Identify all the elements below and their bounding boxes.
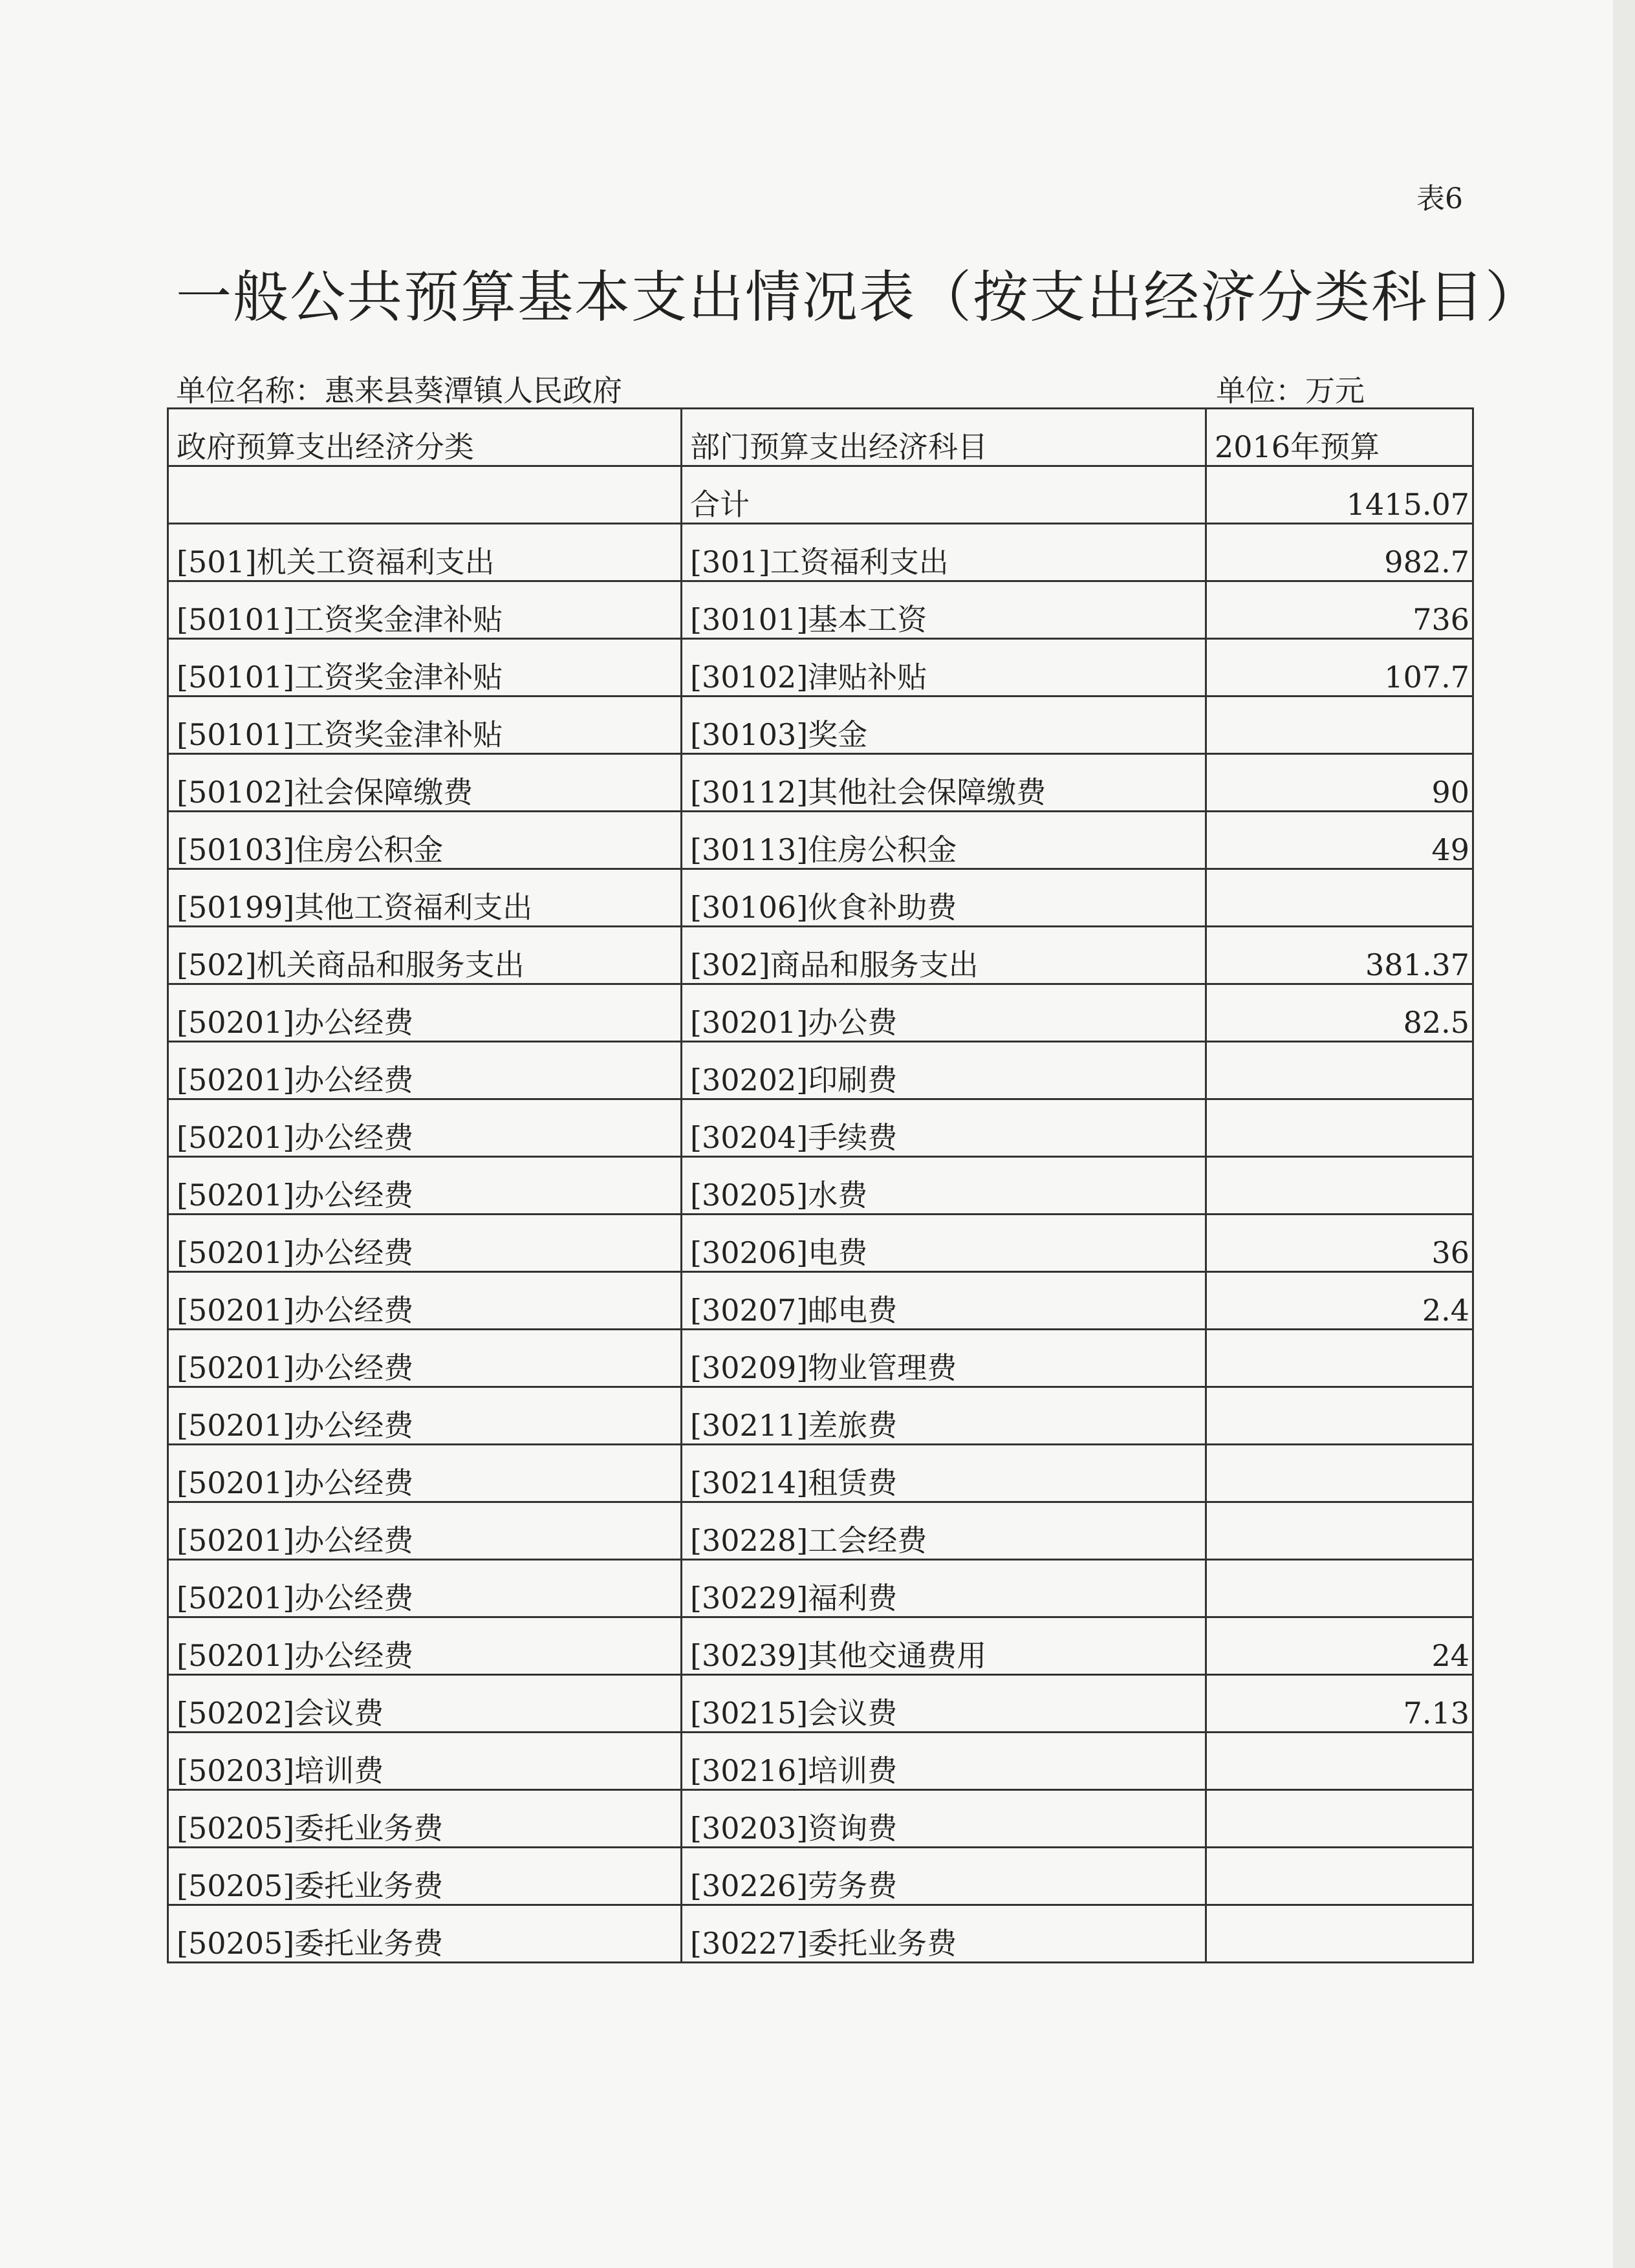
gov-category-cell: [50201]办公经费 — [168, 1042, 682, 1099]
unit-name-label: 单位名称：惠来县葵潭镇人民政府 — [176, 373, 622, 408]
dept-subject-cell: [30211]差旅费 — [682, 1387, 1206, 1445]
budget-amount-cell: 381.37 — [1206, 927, 1473, 984]
gov-category-cell: [50201]办公经费 — [168, 1560, 682, 1617]
dept-subject-cell: [30239]其他交通费用 — [682, 1617, 1206, 1675]
table-row — [168, 697, 1473, 754]
table-number: 表6 — [1416, 182, 1463, 215]
table-row — [168, 581, 1473, 639]
page-edge — [1613, 0, 1635, 2268]
gov-category-cell: [50201]办公经费 — [168, 1387, 682, 1445]
budget-amount-cell: 7.13 — [1206, 1675, 1473, 1733]
gov-category-cell: [50103]住房公积金 — [168, 812, 682, 869]
table-row — [168, 869, 1473, 927]
table-row — [168, 1560, 1473, 1617]
table-row — [168, 524, 1473, 581]
gov-category-cell: [50101]工资奖金津补贴 — [168, 581, 682, 639]
gov-category-cell — [168, 466, 682, 524]
budget-amount-cell — [1206, 697, 1473, 754]
table-row — [168, 466, 1473, 524]
budget-amount-cell: 49 — [1206, 812, 1473, 869]
header-gov-category: 政府预算支出经济分类 — [168, 409, 682, 466]
table-row — [168, 1042, 1473, 1099]
dept-subject-cell: [30204]手续费 — [682, 1099, 1206, 1157]
table-row — [168, 639, 1473, 697]
dept-subject-cell: [30113]住房公积金 — [682, 812, 1206, 869]
budget-amount-cell — [1206, 1560, 1473, 1617]
table-row — [168, 1733, 1473, 1790]
budget-amount-cell — [1206, 869, 1473, 927]
dept-subject-cell: [30228]工会经费 — [682, 1502, 1206, 1560]
dept-subject-cell: [30202]印刷费 — [682, 1042, 1206, 1099]
table-row — [168, 1272, 1473, 1330]
gov-category-cell: [50101]工资奖金津补贴 — [168, 639, 682, 697]
table-row — [168, 1905, 1473, 1963]
table-row — [168, 1675, 1473, 1733]
dept-subject-cell: [30112]其他社会保障缴费 — [682, 754, 1206, 812]
dept-subject-cell: [30102]津贴补贴 — [682, 639, 1206, 697]
gov-category-cell: [50201]办公经费 — [168, 1445, 682, 1502]
table-row — [168, 1445, 1473, 1502]
budget-amount-cell: 1415.07 — [1206, 466, 1473, 524]
gov-category-cell: [50201]办公经费 — [168, 1099, 682, 1157]
dept-subject-cell: [30216]培训费 — [682, 1733, 1206, 1790]
gov-category-cell: [50201]办公经费 — [168, 1157, 682, 1215]
budget-amount-cell — [1206, 1733, 1473, 1790]
dept-subject-cell: [30103]奖金 — [682, 697, 1206, 754]
budget-amount-cell: 24 — [1206, 1617, 1473, 1675]
page-title: 一般公共预算基本支出情况表（按支出经济分类科目） — [176, 265, 1542, 330]
table-row — [168, 1617, 1473, 1675]
budget-amount-cell — [1206, 1099, 1473, 1157]
dept-subject-cell: [30205]水费 — [682, 1157, 1206, 1215]
table-row — [168, 927, 1473, 984]
gov-category-cell: [50201]办公经费 — [168, 1617, 682, 1675]
gov-category-cell: [50201]办公经费 — [168, 1502, 682, 1560]
gov-category-cell: [50102]社会保障缴费 — [168, 754, 682, 812]
gov-category-cell: [50202]会议费 — [168, 1675, 682, 1733]
dept-subject-cell: 合计 — [682, 466, 1206, 524]
dept-subject-cell: [30226]劳务费 — [682, 1848, 1206, 1905]
budget-amount-cell — [1206, 1042, 1473, 1099]
header-budget-2016: 2016年预算 — [1206, 409, 1473, 466]
gov-category-cell: [50201]办公经费 — [168, 1272, 682, 1330]
budget-amount-cell — [1206, 1445, 1473, 1502]
budget-amount-cell — [1206, 1330, 1473, 1387]
gov-category-cell: [50205]委托业务费 — [168, 1848, 682, 1905]
dept-subject-cell: [30209]物业管理费 — [682, 1330, 1206, 1387]
budget-amount-cell — [1206, 1157, 1473, 1215]
dept-subject-cell: [30106]伙食补助费 — [682, 869, 1206, 927]
budget-amount-cell: 90 — [1206, 754, 1473, 812]
dept-subject-cell: [30214]租赁费 — [682, 1445, 1206, 1502]
budget-table-body — [168, 409, 1473, 1963]
dept-subject-cell: [30215]会议费 — [682, 1675, 1206, 1733]
table-row — [168, 984, 1473, 1042]
table-row — [168, 812, 1473, 869]
table-row — [168, 1215, 1473, 1272]
budget-amount-cell — [1206, 1905, 1473, 1963]
budget-amount-cell — [1206, 1502, 1473, 1560]
budget-amount-cell: 982.7 — [1206, 524, 1473, 581]
table-row — [168, 1157, 1473, 1215]
table-header-row — [168, 409, 1473, 466]
table-row — [168, 1848, 1473, 1905]
budget-amount-cell — [1206, 1387, 1473, 1445]
table-row — [168, 754, 1473, 812]
gov-category-cell: [50199]其他工资福利支出 — [168, 869, 682, 927]
budget-amount-cell: 736 — [1206, 581, 1473, 639]
table-row — [168, 1790, 1473, 1848]
gov-category-cell: [501]机关工资福利支出 — [168, 524, 682, 581]
gov-category-cell: [50201]办公经费 — [168, 1215, 682, 1272]
dept-subject-cell: [30201]办公费 — [682, 984, 1206, 1042]
dept-subject-cell: [30227]委托业务费 — [682, 1905, 1206, 1963]
table-row — [168, 1502, 1473, 1560]
budget-amount-cell — [1206, 1790, 1473, 1848]
gov-category-cell: [50205]委托业务费 — [168, 1905, 682, 1963]
budget-amount-cell: 36 — [1206, 1215, 1473, 1272]
header-dept-subject: 部门预算支出经济科目 — [682, 409, 1206, 466]
gov-category-cell: [50201]办公经费 — [168, 1330, 682, 1387]
gov-category-cell: [50101]工资奖金津补贴 — [168, 697, 682, 754]
table-row — [168, 1387, 1473, 1445]
gov-category-cell: [50205]委托业务费 — [168, 1790, 682, 1848]
table-row — [168, 1099, 1473, 1157]
budget-table — [167, 407, 1474, 1963]
gov-category-cell: [50203]培训费 — [168, 1733, 682, 1790]
budget-amount-cell — [1206, 1848, 1473, 1905]
budget-amount-cell: 2.4 — [1206, 1272, 1473, 1330]
budget-amount-cell: 107.7 — [1206, 639, 1473, 697]
table-row — [168, 1330, 1473, 1387]
dept-subject-cell: [30229]福利费 — [682, 1560, 1206, 1617]
dept-subject-cell: [30206]电费 — [682, 1215, 1206, 1272]
dept-subject-cell: [30101]基本工资 — [682, 581, 1206, 639]
dept-subject-cell: [302]商品和服务支出 — [682, 927, 1206, 984]
gov-category-cell: [502]机关商品和服务支出 — [168, 927, 682, 984]
budget-amount-cell: 82.5 — [1206, 984, 1473, 1042]
dept-subject-cell: [30207]邮电费 — [682, 1272, 1206, 1330]
dept-subject-cell: [30203]资询费 — [682, 1790, 1206, 1848]
gov-category-cell: [50201]办公经费 — [168, 984, 682, 1042]
dept-subject-cell: [301]工资福利支出 — [682, 524, 1206, 581]
currency-unit-label: 单位：万元 — [1216, 373, 1365, 408]
